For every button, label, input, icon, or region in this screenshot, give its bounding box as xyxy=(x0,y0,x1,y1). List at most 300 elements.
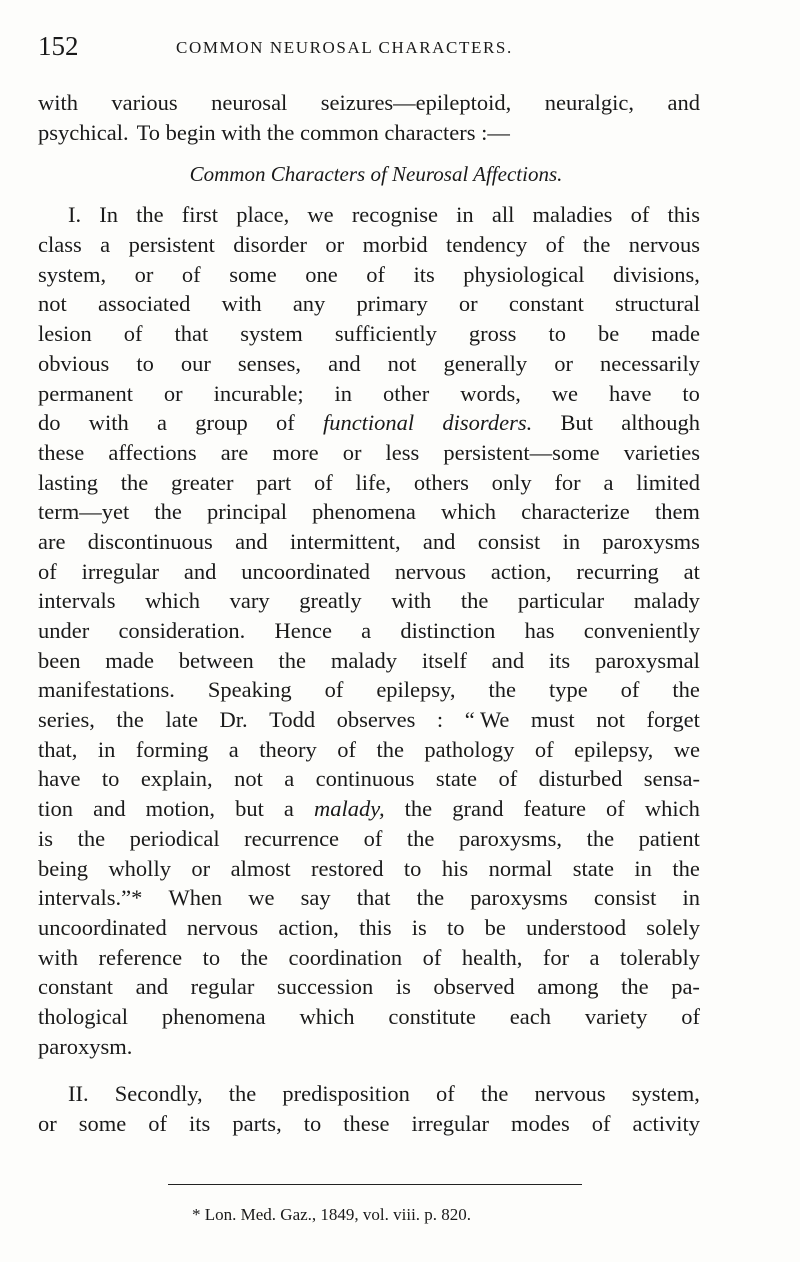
word: characterize xyxy=(521,499,630,525)
word: disorder xyxy=(233,232,307,258)
word: Hence xyxy=(274,618,332,643)
word: phenomena xyxy=(161,1003,266,1029)
word: modes xyxy=(510,1111,570,1136)
word: a xyxy=(283,796,294,822)
word: variety xyxy=(584,1003,648,1029)
word: divisions, xyxy=(613,261,700,287)
word: more xyxy=(272,439,319,465)
word: the xyxy=(154,499,182,525)
text-line xyxy=(38,883,700,913)
word: or xyxy=(134,261,154,287)
text-line xyxy=(38,349,700,379)
footnote xyxy=(192,1204,471,1226)
word: system, xyxy=(631,1081,700,1107)
word: of xyxy=(545,232,565,258)
word: parts, xyxy=(232,1111,282,1136)
word: state xyxy=(572,855,614,881)
opening-paragraph xyxy=(38,88,700,147)
word: we xyxy=(307,202,334,228)
word: the xyxy=(460,588,489,614)
word: constant xyxy=(508,291,584,317)
word: conveniently xyxy=(583,618,700,643)
word: lesion xyxy=(38,321,92,347)
word: functional xyxy=(322,410,415,436)
word: some xyxy=(229,261,277,287)
word: greatly xyxy=(299,588,362,614)
word: epilepsy, xyxy=(376,677,456,703)
text-line xyxy=(38,824,700,854)
word: have xyxy=(38,766,81,792)
word: which xyxy=(299,1003,355,1029)
word: and xyxy=(135,974,169,1000)
word: seizures—epileptoid, xyxy=(320,90,512,115)
word: or xyxy=(163,380,183,406)
word: coordination xyxy=(288,944,403,970)
word: motion, xyxy=(145,796,216,822)
word: disturbed xyxy=(538,766,623,792)
word: has xyxy=(524,618,555,643)
word: not xyxy=(596,707,625,733)
word: only xyxy=(491,469,532,495)
text-line xyxy=(38,379,700,409)
word: a xyxy=(361,618,372,643)
word: reference xyxy=(98,944,183,970)
word: gross xyxy=(468,321,517,347)
word: and xyxy=(235,528,268,554)
word: intervals xyxy=(38,588,116,614)
word: in xyxy=(682,885,700,911)
word: or xyxy=(325,232,345,258)
word: : xyxy=(436,707,444,733)
word: morbid xyxy=(362,232,428,258)
word: we xyxy=(673,736,700,762)
word: and xyxy=(491,647,525,673)
word: in xyxy=(97,736,116,762)
word: system, xyxy=(38,261,107,287)
word: between xyxy=(178,647,254,673)
word: its xyxy=(189,1111,211,1136)
word: principal xyxy=(207,499,287,525)
word: the xyxy=(240,944,269,970)
word: to xyxy=(682,380,700,406)
word: uncoordinated xyxy=(38,914,167,940)
word: the xyxy=(672,855,700,881)
word: or xyxy=(38,1111,57,1136)
word: class xyxy=(38,232,82,258)
text-line xyxy=(38,705,700,735)
word: nervous xyxy=(186,914,259,940)
text-line xyxy=(38,616,700,646)
word: with xyxy=(38,90,79,115)
word: part xyxy=(256,469,292,495)
word: of xyxy=(630,202,650,228)
word: intermittent, xyxy=(289,528,401,554)
word: we xyxy=(248,885,275,911)
word: all xyxy=(491,202,515,228)
word: of xyxy=(498,766,518,792)
word: associated xyxy=(97,291,191,317)
word: the xyxy=(406,825,435,851)
word: to xyxy=(403,855,422,881)
text-line xyxy=(38,972,700,1002)
word: observed xyxy=(433,974,515,1000)
text-line xyxy=(38,735,700,765)
word: manifestations. xyxy=(38,677,175,703)
word: paroxysms xyxy=(470,885,568,911)
word: of xyxy=(435,1081,455,1107)
word: not xyxy=(234,766,263,792)
word: structural xyxy=(615,291,700,317)
text-line xyxy=(38,118,700,148)
text-line xyxy=(38,557,700,587)
word: tolerably xyxy=(619,944,700,970)
word: but xyxy=(235,796,264,822)
word: permanent xyxy=(38,380,133,406)
word: other xyxy=(383,380,430,406)
word: do xyxy=(38,410,61,436)
word: forming xyxy=(135,736,209,762)
word: vary xyxy=(229,588,270,614)
word: that, xyxy=(38,736,78,762)
word: sensa- xyxy=(643,766,700,792)
word: and xyxy=(422,528,456,554)
word: or xyxy=(191,855,211,881)
word: health, xyxy=(461,944,523,970)
text-line xyxy=(38,289,700,319)
word: a xyxy=(589,944,600,970)
word: the xyxy=(404,796,433,822)
word: less xyxy=(385,439,420,465)
word: regular xyxy=(190,974,255,1000)
page-number: 152 xyxy=(38,31,79,61)
word: irregular xyxy=(81,558,160,584)
word: among xyxy=(537,974,599,1000)
word: of xyxy=(181,261,201,287)
text-line xyxy=(38,88,700,118)
word: persistent—some xyxy=(443,439,600,465)
word: is xyxy=(38,825,54,851)
word: and xyxy=(93,796,126,822)
word: his xyxy=(441,855,469,881)
word: wholly xyxy=(108,855,171,881)
text-line xyxy=(38,260,700,290)
word: of xyxy=(324,677,344,703)
word: forget xyxy=(646,707,700,733)
word: to xyxy=(202,944,221,970)
word: of xyxy=(422,944,442,970)
word: each xyxy=(509,1003,551,1029)
word: pa- xyxy=(671,974,700,1000)
word: this xyxy=(359,914,392,940)
word: When xyxy=(168,885,223,911)
word: of xyxy=(314,469,333,495)
text-line xyxy=(38,1002,700,1032)
word: succession xyxy=(276,974,374,1000)
word: of xyxy=(534,736,554,762)
word: and xyxy=(183,558,217,584)
word: to xyxy=(303,1111,322,1136)
word: with xyxy=(38,944,79,970)
word: malady xyxy=(633,588,700,614)
word: of xyxy=(38,558,57,584)
text-line xyxy=(38,675,700,705)
word: to xyxy=(136,350,154,376)
word: disorders. xyxy=(442,410,533,436)
word: or xyxy=(342,439,362,465)
running-head: COMMON NEUROSAL CHARACTERS. xyxy=(176,38,513,57)
word: are xyxy=(220,439,249,465)
word: In xyxy=(99,202,119,228)
word: of xyxy=(148,1111,168,1136)
word: its xyxy=(413,261,435,287)
word: consideration. xyxy=(118,618,246,643)
word: the xyxy=(480,1081,509,1107)
word: term—yet xyxy=(38,499,130,525)
word: be xyxy=(484,914,506,940)
word: various xyxy=(111,90,178,115)
word: the xyxy=(116,707,144,733)
text-line xyxy=(38,468,700,498)
word: constant xyxy=(38,974,113,1000)
word: discontinuous xyxy=(87,528,213,554)
word: neuralgic, xyxy=(544,90,635,115)
text-line xyxy=(38,1079,700,1109)
word: series, xyxy=(38,707,95,733)
word: normal xyxy=(488,855,553,881)
word: to xyxy=(101,766,120,792)
word: I. xyxy=(68,202,82,228)
word: psychical. xyxy=(38,119,129,145)
word: we xyxy=(551,380,579,406)
text-line xyxy=(38,1109,700,1139)
footnote-text: * Lon. Med. Gaz., 1849, vol. viii. p. 820. xyxy=(192,1205,472,1224)
word: malady, xyxy=(313,796,385,822)
word: a xyxy=(284,766,295,792)
word: primary xyxy=(356,291,428,317)
word: the xyxy=(136,202,164,228)
word: nervous xyxy=(534,1081,606,1107)
text-line xyxy=(38,943,700,973)
text-line xyxy=(38,794,700,824)
word: are xyxy=(38,528,66,554)
word: made xyxy=(651,321,700,347)
word: But xyxy=(560,410,593,436)
word: consist xyxy=(593,885,657,911)
word: of xyxy=(123,321,143,347)
word: thological xyxy=(38,1003,128,1029)
word: nervous xyxy=(394,558,467,584)
word: action, xyxy=(278,914,339,940)
word: neurosal xyxy=(211,90,288,115)
word: II. xyxy=(68,1081,89,1107)
word: itself xyxy=(421,647,467,673)
word: not xyxy=(387,350,417,376)
section-1-paragraph xyxy=(38,200,700,1061)
word: type xyxy=(548,677,588,703)
page-header xyxy=(38,30,700,70)
section-2-paragraph xyxy=(38,1079,700,1138)
word: for xyxy=(554,469,581,495)
word: Secondly, xyxy=(114,1081,203,1107)
word: To begin with the common characters :— xyxy=(136,119,510,145)
word: for xyxy=(542,944,570,970)
word: the xyxy=(621,974,649,1000)
word: persistent xyxy=(128,232,215,258)
word: them xyxy=(654,499,700,525)
text-line xyxy=(38,527,700,557)
word: although xyxy=(621,410,700,436)
word: of xyxy=(620,677,640,703)
word: any xyxy=(292,291,326,317)
word: necessarily xyxy=(600,350,700,376)
word: one xyxy=(305,261,338,287)
word: first xyxy=(181,202,219,228)
text-line xyxy=(38,854,700,884)
text-line xyxy=(38,764,700,794)
word: and xyxy=(667,90,700,115)
word: made xyxy=(105,647,154,673)
word: of xyxy=(275,410,295,436)
text-line xyxy=(38,913,700,943)
word: some xyxy=(78,1111,127,1136)
word: with xyxy=(88,410,129,436)
text-line xyxy=(38,586,700,616)
word: the xyxy=(416,885,445,911)
word: place, xyxy=(236,202,290,228)
text-line xyxy=(38,438,700,468)
word: a xyxy=(603,469,614,495)
word: recurrence xyxy=(244,825,340,851)
word: of xyxy=(591,1111,611,1136)
word: with xyxy=(221,291,262,317)
word: limited xyxy=(636,469,700,495)
word: a xyxy=(228,736,239,762)
word: almost xyxy=(230,855,291,881)
word: paroxysmal xyxy=(594,647,700,673)
word: which xyxy=(644,796,700,822)
word: which xyxy=(145,588,201,614)
word: periodical xyxy=(129,825,220,851)
footnote-rule xyxy=(168,1184,582,1185)
word: Dr. xyxy=(219,707,248,733)
word: maladies xyxy=(532,202,613,228)
word: the xyxy=(582,232,611,258)
word: continuous xyxy=(315,766,415,792)
word: solely xyxy=(646,914,700,940)
word: its xyxy=(548,647,571,673)
word: of xyxy=(681,1003,700,1029)
word: been xyxy=(38,647,81,673)
word: the xyxy=(488,677,516,703)
word: obvious xyxy=(38,350,110,376)
word: the xyxy=(77,825,106,851)
word: in xyxy=(456,202,474,228)
word: of xyxy=(606,796,625,822)
word: of xyxy=(363,825,383,851)
word: distinction xyxy=(400,618,496,643)
word: our xyxy=(180,350,211,376)
word: and xyxy=(328,350,361,376)
word: tendency xyxy=(446,232,528,258)
word: nervous xyxy=(628,232,700,258)
word: that xyxy=(356,885,391,911)
section-heading: Common Characters of Neurosal Affections. xyxy=(189,162,563,187)
word: the xyxy=(586,825,615,851)
text-line xyxy=(38,408,700,438)
word: be xyxy=(597,321,620,347)
word: tion xyxy=(38,796,74,822)
word: is xyxy=(395,974,411,1000)
word: to xyxy=(548,321,566,347)
word: that xyxy=(174,321,209,347)
word: theory xyxy=(259,736,317,762)
word: must xyxy=(530,707,575,733)
word: observes xyxy=(336,707,416,733)
word: patient xyxy=(638,825,700,851)
word: in xyxy=(634,855,652,881)
word: constitute xyxy=(388,1003,476,1029)
word: have xyxy=(608,380,652,406)
word: “ We xyxy=(464,707,510,733)
word: this xyxy=(667,202,700,228)
text-line xyxy=(38,200,700,230)
word: or xyxy=(458,291,478,317)
word: at xyxy=(683,558,700,584)
word: these xyxy=(38,439,85,465)
word: physiological xyxy=(463,261,585,287)
word: or xyxy=(554,350,573,376)
word: with xyxy=(391,588,432,614)
word: Todd xyxy=(269,707,316,733)
word: state xyxy=(435,766,478,792)
word: of xyxy=(337,736,356,762)
word: say xyxy=(300,885,331,911)
word: late xyxy=(165,707,198,733)
word: being xyxy=(38,855,88,881)
word: varieties xyxy=(623,439,700,465)
word: affections xyxy=(108,439,197,465)
word: lasting xyxy=(38,469,98,495)
body-text xyxy=(38,88,700,1139)
word: not xyxy=(38,291,67,317)
word: words, xyxy=(460,380,521,406)
word: a xyxy=(100,232,111,258)
word: activity xyxy=(632,1111,700,1136)
word: the xyxy=(120,469,149,495)
word: the xyxy=(278,647,307,673)
word: irregular xyxy=(411,1111,489,1136)
word: particular xyxy=(517,588,605,614)
word: senses, xyxy=(237,350,302,376)
word: which xyxy=(441,499,496,525)
word: in xyxy=(562,528,581,554)
word: recurring xyxy=(576,558,659,584)
word: consist xyxy=(477,528,541,554)
word: these xyxy=(343,1111,390,1136)
text-line xyxy=(38,646,700,676)
word: feature xyxy=(523,796,586,822)
word: incurable; xyxy=(213,380,304,406)
word: understood xyxy=(526,914,627,940)
word: system xyxy=(240,321,303,347)
word: the xyxy=(672,677,700,703)
word: greater xyxy=(171,469,234,495)
word: life, xyxy=(355,469,392,495)
word: recognise xyxy=(351,202,439,228)
word: to xyxy=(446,914,465,940)
word: paroxysm. xyxy=(38,1033,133,1059)
text-line xyxy=(38,497,700,527)
